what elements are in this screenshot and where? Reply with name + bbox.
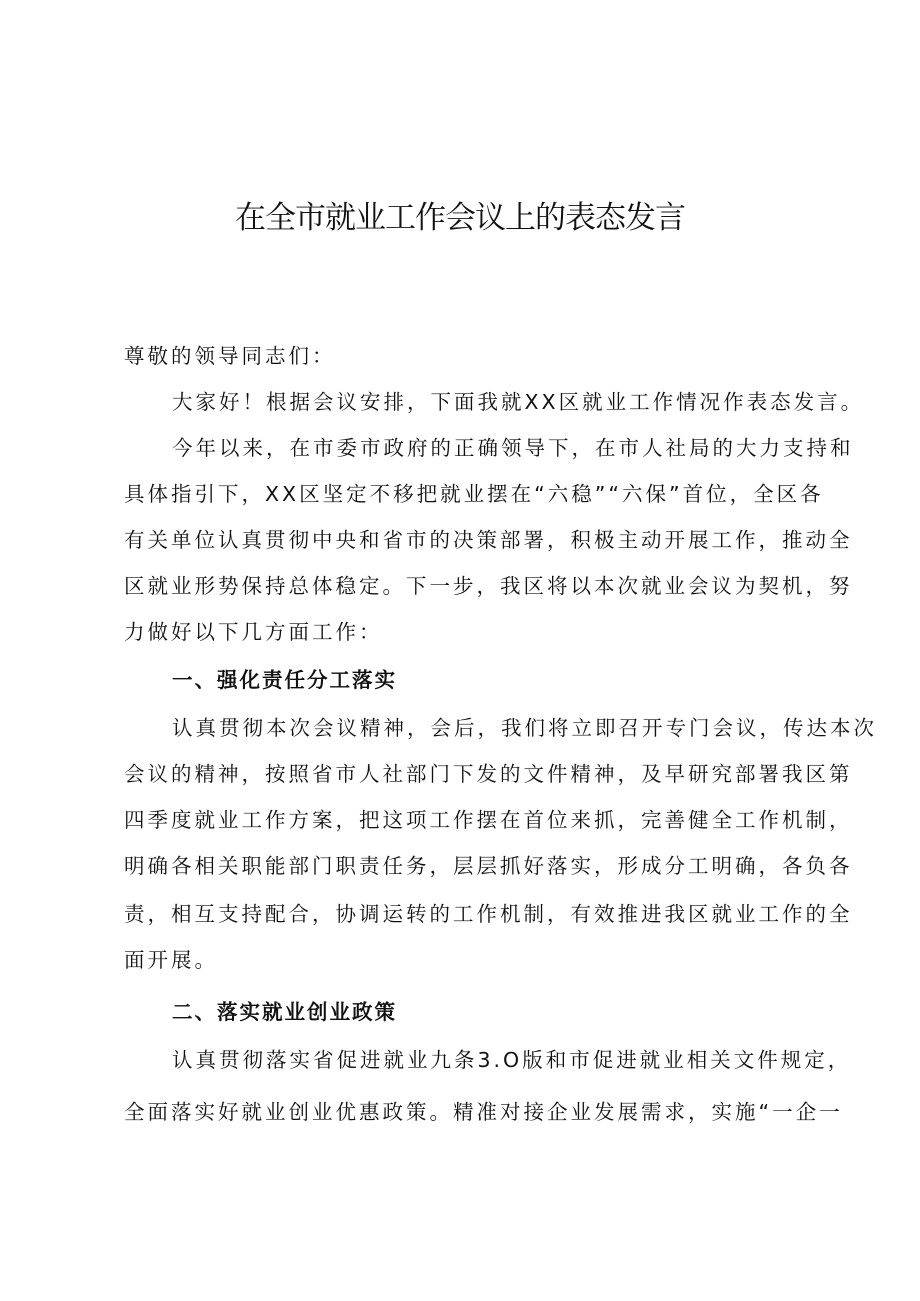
section-2-heading: 二、落实就业创业政策 bbox=[172, 1000, 397, 1024]
section-1-line-2: 会议的精神，按照省市人社部门下发的文件精神，及早研究部署我区第 bbox=[124, 762, 853, 786]
section-2-line-2: 全面落实好就业创业优惠政策。精准对接企业发展需求，实施“一企一 bbox=[124, 1100, 843, 1124]
intro-line-1: 今年以来，在市委市政府的正确领导下，在市人社局的大力支持和 bbox=[172, 436, 854, 460]
greeting-paragraph: 大家好！根据会议安排，下面我就XX区就业工作情况作表态发言。 bbox=[172, 390, 865, 414]
section-1-line-5: 责，相互支持配合，协调运转的工作机制，有效推进我区就业工作的全 bbox=[124, 902, 853, 926]
intro-line-5: 力做好以下几方面工作： bbox=[124, 620, 383, 644]
section-1-line-3: 四季度就业工作方案，把这项工作摆在首位来抓，完善健全工作机制， bbox=[124, 808, 853, 832]
intro-line-4: 区就业形势保持总体稳定。下一步，我区将以本次就业会议为契机，努 bbox=[124, 574, 853, 598]
intro-line-3: 有关单位认真贯彻中央和省市的决策部署，积极主动开展工作，推动全 bbox=[124, 528, 853, 552]
section-1-heading: 一、强化责任分工落实 bbox=[172, 668, 397, 692]
document-title: 在全市就业工作会议上的表态发言 bbox=[235, 200, 685, 236]
section-1-line-6: 面开展。 bbox=[124, 948, 218, 972]
salutation: 尊敬的领导同志们： bbox=[124, 344, 336, 368]
section-2-line-1: 认真贯彻落实省促进就业九条3.O版和市促进就业相关文件规定， bbox=[172, 1048, 852, 1072]
section-1-line-4: 明确各相关职能部门职责任务，层层抓好落实，形成分工明确，各负各 bbox=[124, 854, 853, 878]
section-1-line-1: 认真贯彻本次会议精神，会后，我们将立即召开专门会议，传达本次 bbox=[172, 716, 877, 740]
intro-line-2: 具体指引下，XX区坚定不移把就业摆在“六稳”“六保”首位，全区各 bbox=[124, 482, 824, 506]
